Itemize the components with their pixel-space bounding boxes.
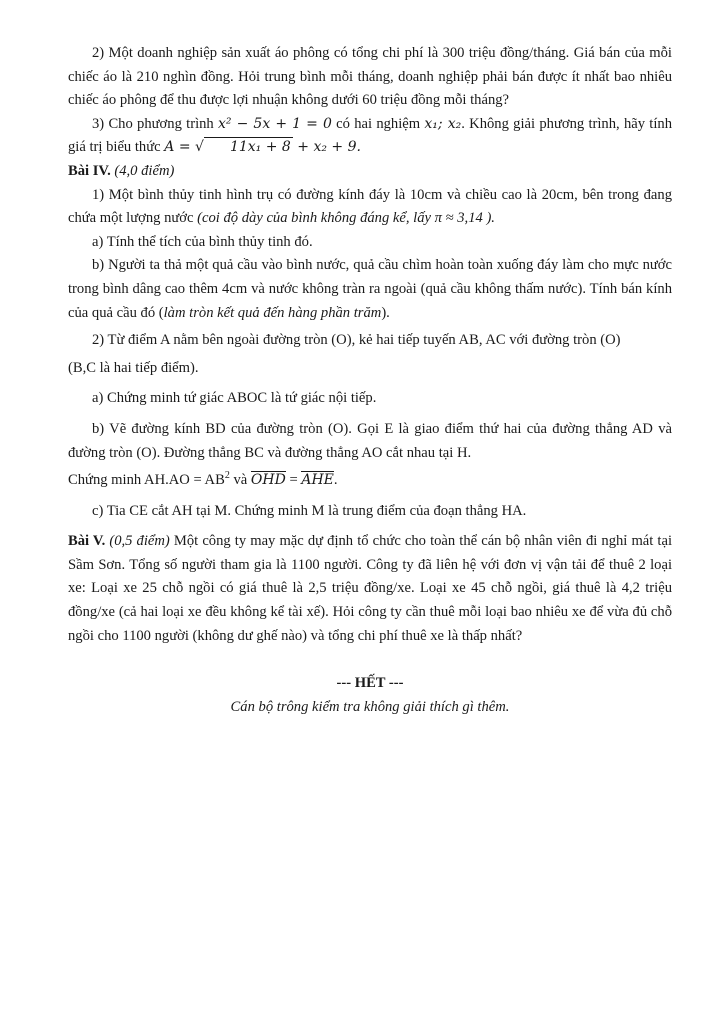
angle-ahe: AHE: [301, 472, 334, 489]
q3-3-expr-lhs: A =: [164, 139, 196, 156]
bai-4-part-1b-note: làm tròn kết quả đến hàng phần trăm: [163, 304, 382, 321]
bai-4-part-1b-end: ).: [381, 304, 390, 321]
prove-eq: =: [285, 472, 302, 489]
prove-prefix: Chứng minh AH.AO = AB: [68, 472, 225, 489]
q3-3-sqrt-content: 11x₁ + 8: [204, 137, 293, 156]
bai-4-title: Bài IV.: [68, 162, 111, 179]
bai-4-part-1b-text: b) Người ta thả một quả cầu vào bình nước, quả cầu chìm hoàn toàn xuống đáy làm cho mực nước trong bình dâng cao thêm 4cm và nước không tràn ra ngoài (quả cầu không thấm nước). Tính bán kính của quả cầu đó (: [68, 257, 672, 321]
angle-ohd: OHD: [250, 472, 286, 489]
bai-5-title: Bài V.: [68, 533, 106, 550]
question-3-3: [68, 113, 672, 160]
q3-3-roots: x₁; x₂: [424, 115, 462, 132]
bai-4-part-2c: c) Tia CE cắt AH tại M. Chứng minh M là trung điểm của đoạn thẳng HA.: [92, 502, 527, 519]
end-marker: --- HẾT ---: [336, 675, 404, 692]
bai-4-part-1: [68, 184, 672, 231]
bai-4-points: (4,0 điểm): [114, 162, 175, 179]
bai-5-points: (0,5 điểm): [109, 533, 170, 550]
bai-4-part-1-note: (coi độ dày của bình không đáng kể, lấy π ≈ 3,14 ).: [197, 210, 495, 227]
q3-3-equation: x² − 5x + 1 = 0: [218, 115, 332, 132]
question-3-2: 2) Một doanh nghiệp sản xuất áo phông có tổng chi phí là 300 triệu đồng/tháng. Giá bán của mỗi chiếc áo là 210 nghìn đồng. Hỏi trung bình mỗi tháng, doanh nghiệp phải bán được ít nhất bao nhiêu chiếc áo phông để thu được lợi nhuận không dưới 60 triệu đồng mỗi tháng?: [68, 45, 672, 109]
bai-4-part-2b: b) Vẽ đường kính BD của đường tròn (O). Gọi E là giao điểm thứ hai của đường thẳng AD và đường tròn (O). Đường thẳng BC và đường thẳng AO cắt nhau tại H.: [68, 420, 672, 461]
exam-page: [68, 42, 672, 719]
section-bai-5: [68, 530, 672, 648]
bai-4-part-1a: a) Tính thể tích của bình thủy tinh đó.: [92, 233, 313, 250]
q3-3-expr-rest: + x₂ + 9.: [292, 139, 361, 156]
bai-4-part-2b-prove: [68, 469, 672, 493]
proctor-note: Cán bộ trông kiểm tra không giải thích gì thêm.: [230, 698, 510, 715]
bai-4-part-2a: a) Chứng minh tứ giác ABOC là tứ giác nội tiếp.: [92, 390, 377, 407]
bai-4-part-1-intro: 1) Một bình thủy tinh hình trụ có đường kính đáy là 10cm và chiều cao là 20cm, bên trong đang chứa một lượng nước: [68, 186, 672, 227]
bai-5-text: Một công ty may mặc dự định tổ chức cho toàn thể cán bộ nhân viên đi nghỉ mát tại Sầm Sơn. Tổng số người tham gia là 1100 người. Công ty đã liên hệ với đơn vị vận tải để thuê 2 loại xe: Loại xe 25 chỗ ngồi có giá thuê là 2,5 triệu đồng/xe. Loại xe 45 chỗ ngồi, giá thuê là 4,2 triệu đồng/xe (cả hai loại xe đều không kể tài xế). Hỏi công ty cần thuê mỗi loại bao nhiêu xe để vừa đủ chỗ ngồi cho 1100 người (không dư ghế nào) và tổng chi phí thuê xe là thấp nhất?: [68, 533, 673, 644]
sqrt-sign: √: [195, 139, 204, 156]
section-bai-4-heading: [68, 160, 672, 184]
bai-4-part-1b: [68, 254, 672, 325]
prove-sup: 2: [224, 470, 230, 482]
bai-4-part-2-line-2: (B,C là hai tiếp điểm).: [68, 359, 199, 376]
q3-3-middle: có hai nghiệm: [336, 115, 421, 132]
q3-3-prefix: 3) Cho phương trình: [92, 115, 214, 132]
q3-3-suffix: . Không giải phương trình, hãy tính giá trị biểu thức: [68, 115, 673, 156]
prove-dot: .: [333, 472, 338, 489]
bai-4-part-2-line-1: 2) Từ điểm A nằm bên ngoài đường tròn (O), kẻ hai tiếp tuyến AB, AC với đường tròn (O): [92, 332, 621, 349]
prove-and: và: [229, 472, 251, 489]
